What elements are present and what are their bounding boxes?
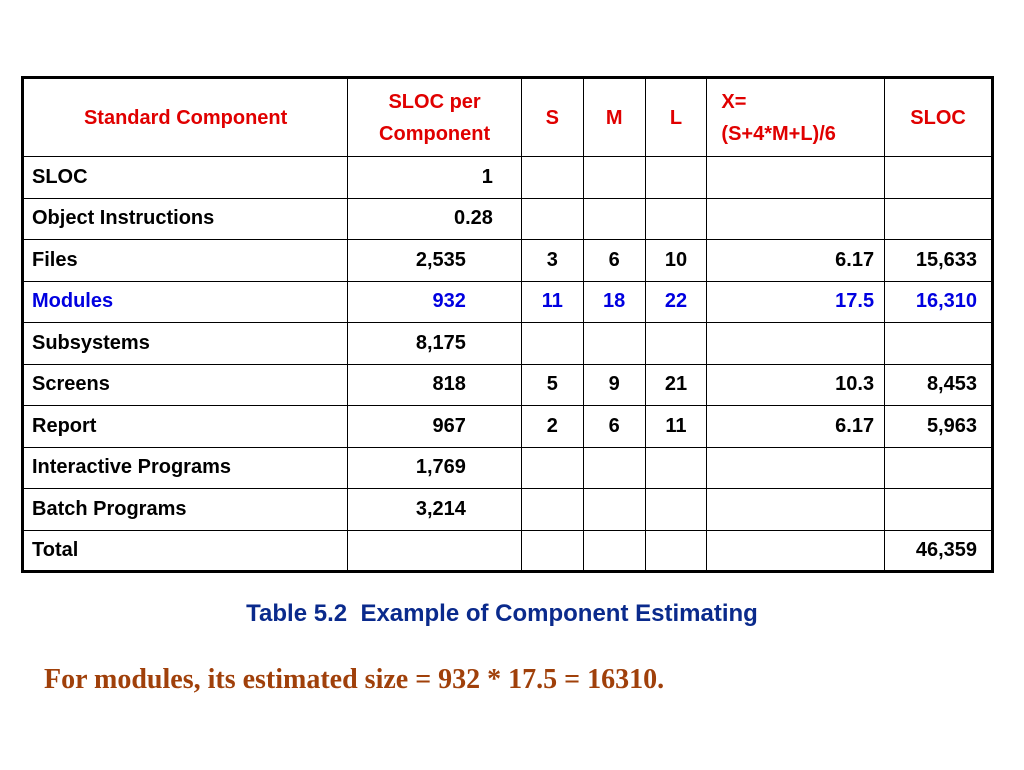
- cell-l: 10: [645, 240, 707, 282]
- header-sloc-per-line1: SLOC per: [388, 90, 481, 113]
- cell-l: 11: [645, 406, 707, 448]
- table-row: [23, 198, 993, 240]
- cell-m: 6: [583, 406, 645, 448]
- cell-sloc: [885, 323, 993, 365]
- component-estimate-table: [21, 76, 994, 573]
- table-row: [23, 447, 993, 489]
- cell-sloc-per-component: 8,175: [348, 323, 522, 365]
- header-sloc-per-component: [348, 78, 522, 157]
- cell-l: [645, 447, 707, 489]
- modules-size-note: For modules, its estimated size = 932 * 17.5 = 16310.: [44, 664, 665, 695]
- header-x-line2: (S+4*M+L)/6: [721, 122, 836, 145]
- table-row: [23, 364, 993, 406]
- cell-x: [707, 530, 885, 572]
- cell-component-name: Object Instructions: [23, 198, 348, 240]
- table-caption: Table 5.2 Example of Component Estimating: [246, 600, 758, 627]
- cell-component-name: Batch Programs: [23, 489, 348, 531]
- cell-sloc-per-component: 818: [348, 364, 522, 406]
- cell-component-name: SLOC: [23, 157, 348, 199]
- cell-sloc: [885, 447, 993, 489]
- cell-s: [521, 489, 583, 531]
- cell-component-name: Interactive Programs: [23, 447, 348, 489]
- cell-x: [707, 447, 885, 489]
- cell-s: 2: [521, 406, 583, 448]
- cell-sloc: [885, 489, 993, 531]
- header-m: M: [583, 78, 645, 157]
- cell-x: 10.3: [707, 364, 885, 406]
- cell-m: [583, 489, 645, 531]
- cell-m: [583, 447, 645, 489]
- cell-l: 21: [645, 364, 707, 406]
- cell-l: [645, 489, 707, 531]
- cell-sloc: [885, 157, 993, 199]
- cell-component-name: Files: [23, 240, 348, 282]
- cell-m: [583, 323, 645, 365]
- cell-sloc: 16,310: [885, 281, 993, 323]
- cell-sloc: [885, 198, 993, 240]
- table-row: [23, 406, 993, 448]
- cell-component-name: Subsystems: [23, 323, 348, 365]
- cell-sloc-per-component: 3,214: [348, 489, 522, 531]
- cell-m: 9: [583, 364, 645, 406]
- cell-s: 5: [521, 364, 583, 406]
- cell-sloc: 5,963: [885, 406, 993, 448]
- cell-s: [521, 323, 583, 365]
- table-row: [23, 240, 993, 282]
- cell-component-name: Report: [23, 406, 348, 448]
- cell-s: [521, 447, 583, 489]
- cell-component-name: Total: [23, 530, 348, 572]
- cell-s: 3: [521, 240, 583, 282]
- cell-l: [645, 157, 707, 199]
- cell-l: [645, 323, 707, 365]
- header-sloc-per-line2: Component: [379, 122, 491, 145]
- cell-m: [583, 198, 645, 240]
- table-header-row: [23, 78, 993, 157]
- cell-l: [645, 530, 707, 572]
- cell-x: 17.5: [707, 281, 885, 323]
- cell-x: [707, 198, 885, 240]
- table-row: [23, 157, 993, 199]
- cell-sloc-per-component: [348, 530, 522, 572]
- cell-sloc-per-component: 1: [348, 157, 522, 199]
- cell-sloc: 8,453: [885, 364, 993, 406]
- table-row: [23, 489, 993, 531]
- cell-l: 22: [645, 281, 707, 323]
- table-body: [23, 157, 993, 572]
- header-x-formula: [707, 78, 885, 157]
- cell-x: [707, 157, 885, 199]
- header-x-line1: X=: [721, 90, 747, 113]
- cell-sloc-per-component: 1,769: [348, 447, 522, 489]
- cell-component-name: Modules: [23, 281, 348, 323]
- cell-m: [583, 157, 645, 199]
- table-row: [23, 323, 993, 365]
- cell-sloc-per-component: 967: [348, 406, 522, 448]
- cell-sloc-per-component: 0.28: [348, 198, 522, 240]
- cell-x: 6.17: [707, 240, 885, 282]
- header-standard-component: Standard Component: [23, 78, 348, 157]
- header-sloc: SLOC: [885, 78, 993, 157]
- cell-x: 6.17: [707, 406, 885, 448]
- cell-sloc-per-component: 932: [348, 281, 522, 323]
- cell-x: [707, 323, 885, 365]
- cell-sloc: 46,359: [885, 530, 993, 572]
- cell-m: 18: [583, 281, 645, 323]
- table-row: [23, 281, 993, 323]
- header-l: L: [645, 78, 707, 157]
- cell-component-name: Screens: [23, 364, 348, 406]
- cell-s: 11: [521, 281, 583, 323]
- cell-m: [583, 530, 645, 572]
- cell-m: 6: [583, 240, 645, 282]
- cell-sloc: 15,633: [885, 240, 993, 282]
- cell-x: [707, 489, 885, 531]
- cell-sloc-per-component: 2,535: [348, 240, 522, 282]
- cell-s: [521, 198, 583, 240]
- header-s: S: [521, 78, 583, 157]
- table-row: [23, 530, 993, 572]
- cell-l: [645, 198, 707, 240]
- cell-s: [521, 157, 583, 199]
- cell-s: [521, 530, 583, 572]
